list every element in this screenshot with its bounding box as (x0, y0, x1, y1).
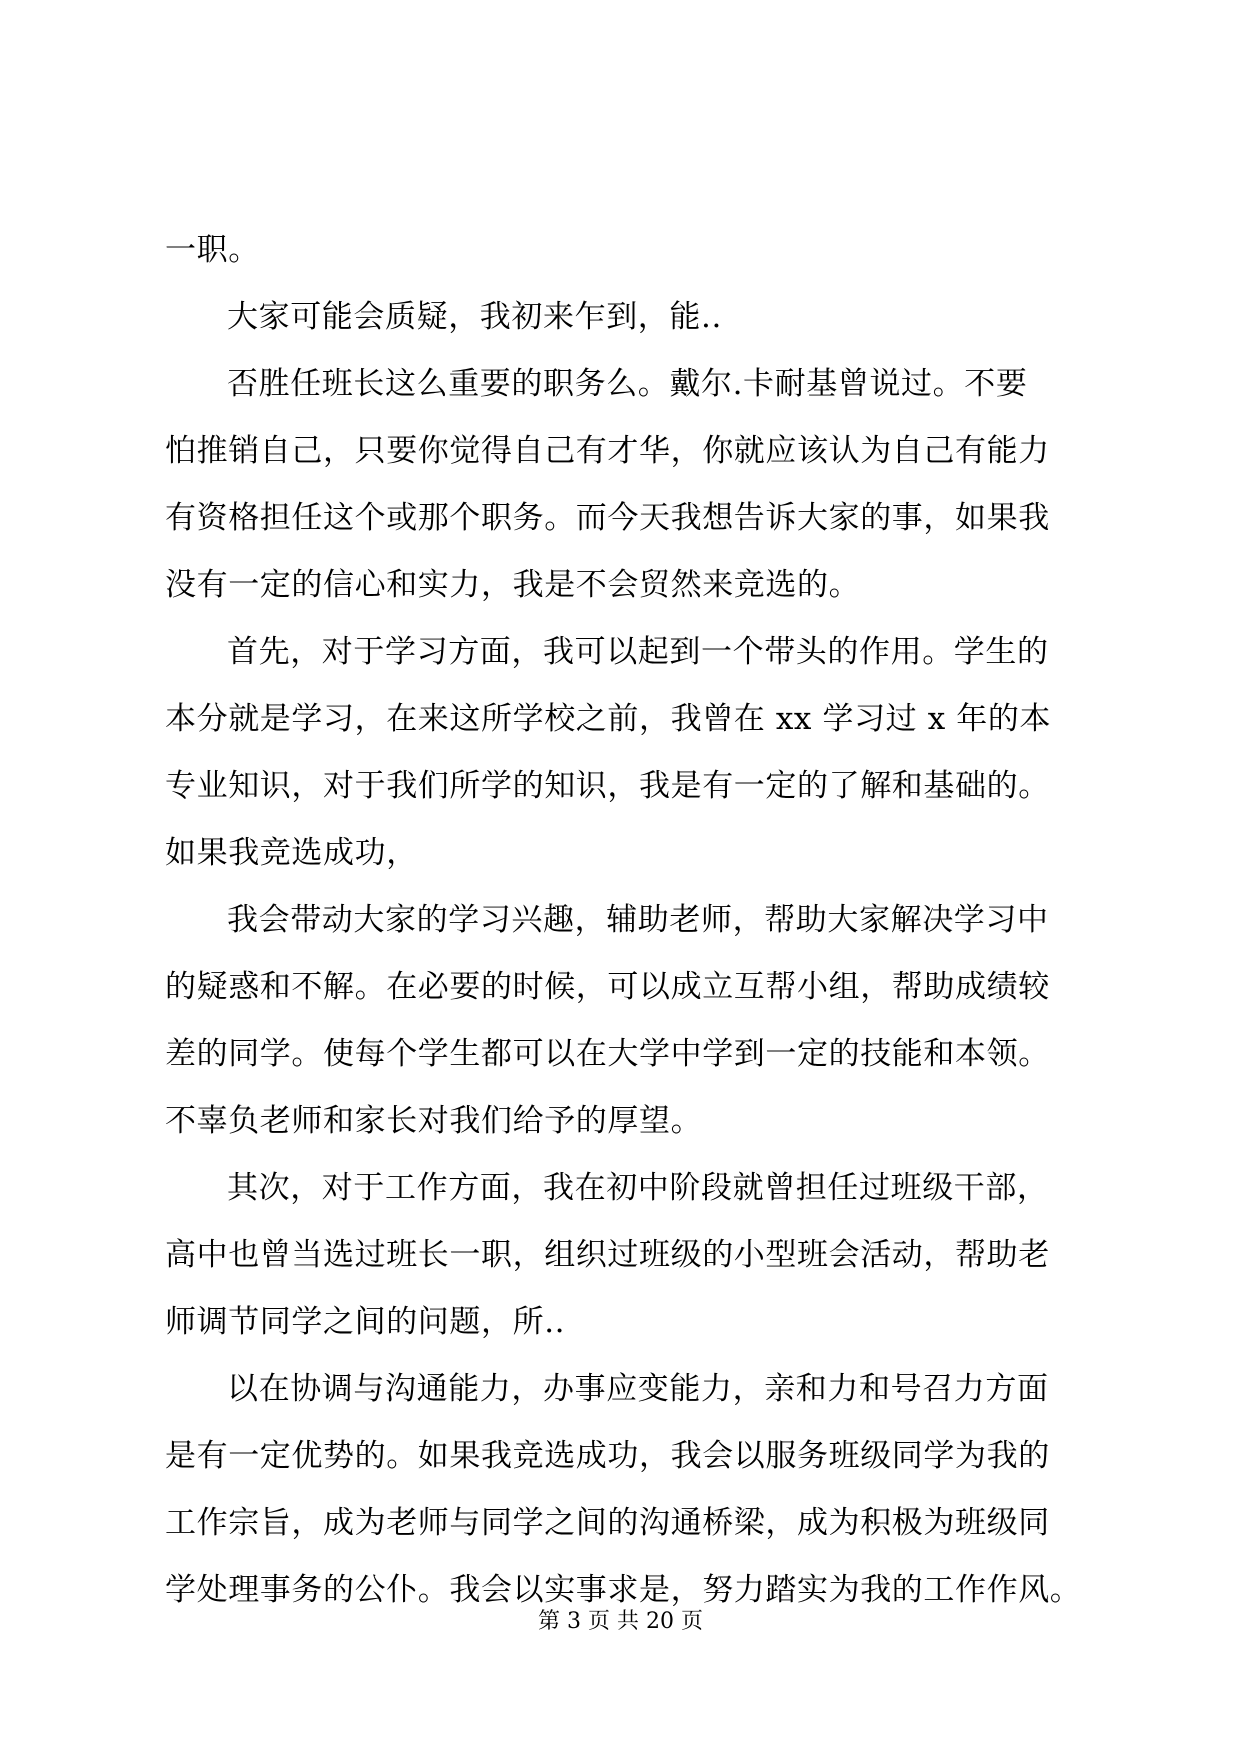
text-line: 学处理事务的公仆。我会以实事求是，努力踏实为我的工作作风。 (165, 1572, 1082, 1608)
text-line: 本分就是学习，在来这所学校之前，我曾在 xx 学习过 x 年的本 (165, 701, 1052, 737)
text-line: 差的同学。使每个学生都可以在大学中学到一定的技能和本领。 (165, 1036, 1050, 1072)
text-line: 一职。 (165, 232, 260, 268)
paragraph-start: 首先，对于学习方面，我可以起到一个带头的作用。学生的 (227, 634, 1049, 670)
text-line: 的疑惑和不解。在必要的时候，可以成立互帮小组，帮助成绩较 (165, 969, 1050, 1005)
text-line: 专业知识，对于我们所学的知识，我是有一定的了解和基础的。 (165, 768, 1050, 804)
text-line: 不辜负老师和家长对我们给予的厚望。 (165, 1103, 703, 1139)
text-line: 有资格担任这个或那个职务。而今天我想告诉大家的事，如果我 (165, 500, 1050, 536)
text-line: 高中也曾当选过班长一职，组织过班级的小型班会活动，帮助老 (165, 1237, 1050, 1273)
text-line: 工作宗旨，成为老师与同学之间的沟通桥梁，成为积极为班级同 (165, 1505, 1050, 1541)
paragraph-start: 以在协调与沟通能力，办事应变能力，亲和力和号召力方面 (227, 1371, 1049, 1407)
paragraph-start: 大家可能会质疑，我初来乍到，能.. (227, 299, 722, 335)
paragraph-start: 我会带动大家的学习兴趣，辅助老师，帮助大家解决学习中 (227, 902, 1049, 938)
text-line: 是有一定优势的。如果我竞选成功，我会以服务班级同学为我的 (165, 1438, 1050, 1474)
text-line: 师调节同学之间的问题，所.. (165, 1304, 566, 1340)
paragraph-start: 其次，对于工作方面，我在初中阶段就曾担任过班级干部， (227, 1170, 1049, 1206)
page-number-footer: 第 3 页 共 20 页 (538, 1609, 703, 1634)
paragraph-start: 否胜任班长这么重要的职务么。戴尔.卡耐基曾说过。不要 (227, 366, 1028, 402)
text-line: 怕推销自己，只要你觉得自己有才华，你就应该认为自己有能力 (165, 433, 1050, 469)
text-line: 如果我竞选成功， (165, 835, 418, 871)
text-line: 没有一定的信心和实力，我是不会贸然来竞选的。 (165, 567, 861, 603)
